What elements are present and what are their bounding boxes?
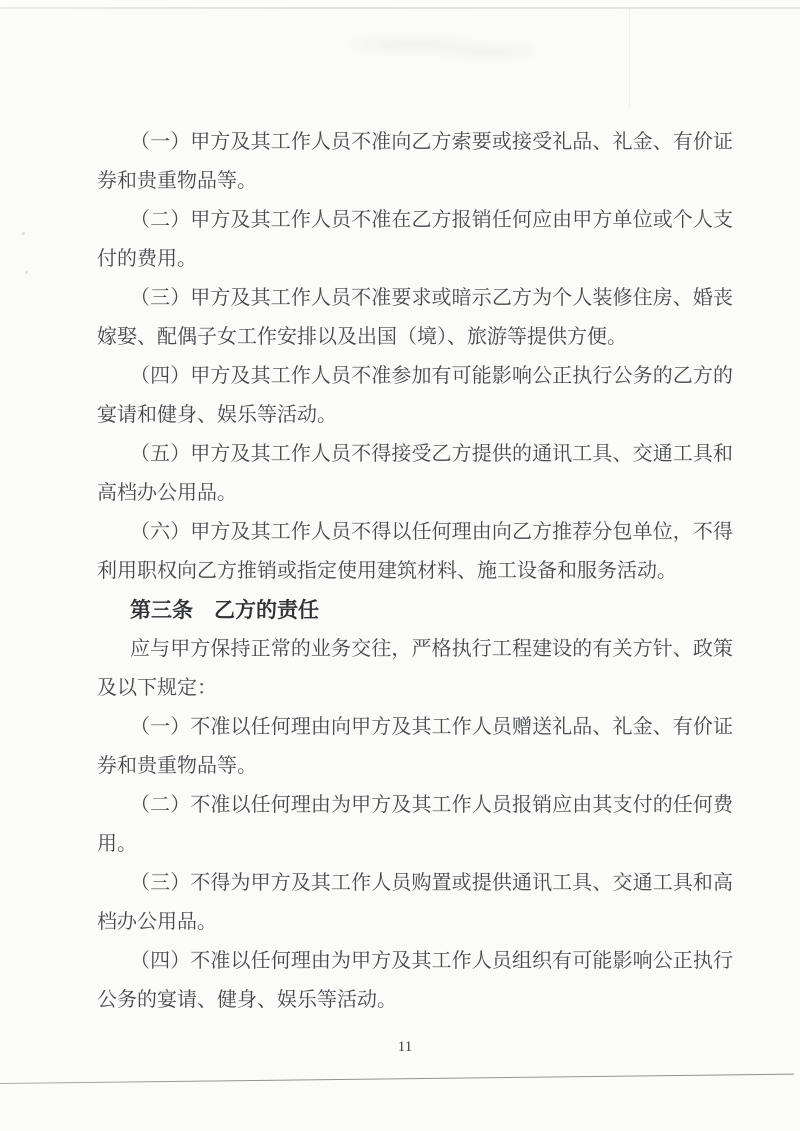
scan-edge-bottom-line [0, 1074, 794, 1085]
scan-edge-top-line [0, 7, 800, 9]
document-line: （二）甲方及其工作人员不准在乙方报销任何应由甲方单位或个人支 [130, 209, 733, 231]
document-line: 利用职权向乙方推销或指定使用建筑材料、施工设备和服务活动。 [97, 560, 677, 582]
document-line: 嫁娶、配偶子女工作安排以及出国（境）、旅游等提供方便。 [97, 326, 627, 348]
document-line: 用。 [97, 833, 137, 855]
document-line: （三）甲方及其工作人员不准要求或暗示乙方为个人装修住房、婚丧 [130, 287, 733, 309]
scan-smudge [348, 26, 533, 68]
page-number: 11 [397, 1039, 413, 1055]
dust-speck [25, 271, 28, 274]
dust-speck [22, 232, 25, 235]
document-line: （四）不准以任何理由为甲方及其工作人员组织有可能影响公正执行 [130, 950, 733, 972]
document-line: 券和贵重物品等。 [97, 170, 257, 192]
document-line: 宴请和健身、娱乐等活动。 [97, 404, 337, 426]
document-line: （一）甲方及其工作人员不准向乙方索要或接受礼品、礼金、有价证 [130, 131, 733, 153]
document-line: 及以下规定： [97, 677, 217, 699]
document-line: 公务的宴请、健身、娱乐等活动。 [97, 989, 397, 1011]
document-line: 券和贵重物品等。 [97, 755, 257, 777]
document-line: （三）不得为甲方及其工作人员购置或提供通讯工具、交通工具和高 [130, 872, 733, 894]
document-line: 应与甲方保持正常的业务交往，严格执行工程建设的有关方针、政策 [130, 638, 733, 660]
scan-edge-top-white [0, 0, 800, 7]
section-heading: 第三条 乙方的责任 [130, 598, 319, 622]
document-body [97, 123, 733, 1020]
document-line: 高档办公用品。 [97, 482, 237, 504]
document-line: （五）甲方及其工作人员不得接受乙方提供的通讯工具、交通工具和 [130, 443, 733, 465]
document-line: （二）不准以任何理由为甲方及其工作人员报销应由其支付的任何费 [130, 794, 733, 816]
scan-edge-vertical-line [629, 9, 630, 107]
document-line: （四）甲方及其工作人员不准参加有可能影响公正执行公务的乙方的 [130, 365, 733, 387]
document-line: 档办公用品。 [97, 911, 217, 933]
document-line: （六）甲方及其工作人员不得以任何理由向乙方推荐分包单位，不得 [130, 521, 733, 543]
document-line: 付的费用。 [97, 248, 197, 270]
document-line: （一）不准以任何理由向甲方及其工作人员赠送礼品、礼金、有价证 [130, 716, 733, 738]
